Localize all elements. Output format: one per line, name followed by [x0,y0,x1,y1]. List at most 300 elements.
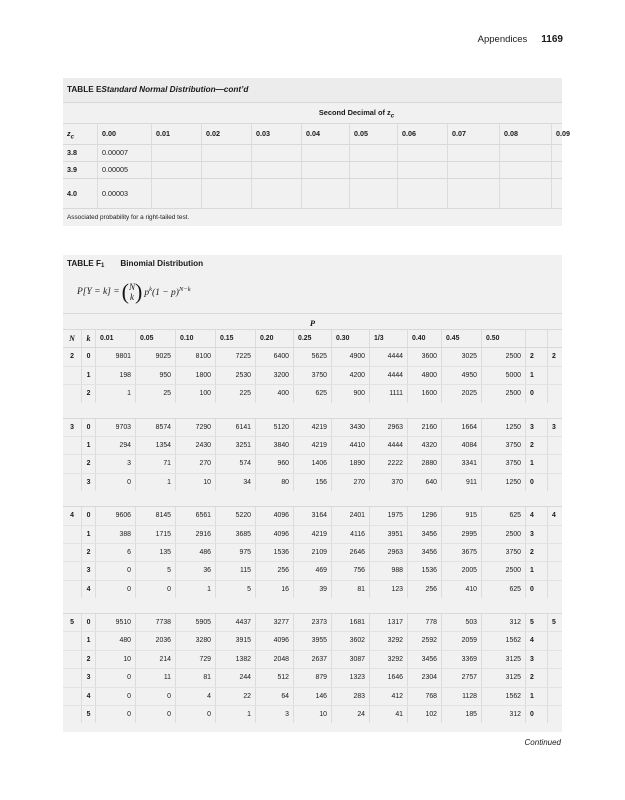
probability-cell: 2500 [481,526,525,543]
probability-cell: 3292 [369,632,407,649]
column-header: 0.05 [349,124,397,147]
n-value [63,706,81,723]
p-column-header: 0.45 [441,330,481,347]
probability-cell: 2430 [175,437,215,454]
table-f1-grid [63,329,562,732]
right-k-value: 1 [525,455,547,472]
table-row [63,687,562,705]
right-n-value [547,632,562,649]
probability-cell: 756 [331,562,369,579]
column-header: 0.08 [499,124,551,147]
table-row [63,161,562,178]
probability-cell: 2059 [441,632,481,649]
probability-cell: 1296 [407,507,441,524]
probability-cell: 3164 [293,507,331,524]
probability-cell: 2757 [441,669,481,686]
table-f1-label: TABLE F [67,259,101,268]
probability-cell: 2530 [215,367,255,384]
table-row [63,561,562,579]
empty-cell [499,162,551,178]
n-value [63,581,81,598]
table-row [63,384,562,402]
probability-cell: 2637 [293,651,331,668]
k-value: 3 [81,669,95,686]
table-row [63,144,562,161]
probability-cell: 3685 [215,526,255,543]
probability-cell: 2916 [175,526,215,543]
n-value: 2 [70,353,74,361]
k-value: 0 [81,419,95,436]
empty-cell [447,179,499,208]
probability-cell: 4950 [441,367,481,384]
empty-cell [349,179,397,208]
probability-cell: 960 [255,455,293,472]
probability-cell: 36 [175,562,215,579]
probability-cell: 3200 [255,367,293,384]
probability-cell: 2880 [407,455,441,472]
n-value [63,669,81,686]
probability-cell: 80 [255,474,293,491]
group-spacer [63,491,562,506]
p-column-header: 0.20 [255,330,293,347]
k-value: 1 [81,526,95,543]
k-value: 4 [81,581,95,598]
probability-cell: 0 [175,706,215,723]
n-group [63,506,562,598]
probability-cell: 2500 [481,348,525,365]
probability-cell: 1646 [369,669,407,686]
section-title: Appendices [477,34,528,45]
right-n-value [547,562,562,579]
probability-cell: 5000 [481,367,525,384]
probability-cell: 256 [407,581,441,598]
table-row [63,580,562,598]
probability-cell: 2109 [293,544,331,561]
probability-cell: 729 [175,651,215,668]
probability-cell: 225 [215,385,255,402]
z-value: 3.9 [67,165,77,174]
probability-cell: 3456 [407,651,441,668]
page-header [478,34,563,45]
probability-cell: 625 [481,507,525,524]
table-row [63,705,562,723]
probability-cell: 1317 [369,614,407,631]
p-column-header: 0.01 [95,330,135,347]
probability-cell: 9703 [95,419,135,436]
probability-cell: 486 [175,544,215,561]
probability-cell: 3125 [481,651,525,668]
probability-cell: 9510 [95,614,135,631]
binomial-coefficient: ( N k ) [121,279,143,304]
probability-cell: 22 [215,688,255,705]
blank-header [547,330,562,347]
n-group [63,347,562,402]
probability-value: 0.00007 [97,145,151,161]
group-spacer [63,403,562,418]
probability-cell: 7225 [215,348,255,365]
probability-cell: 388 [95,526,135,543]
probability-cell: 64 [255,688,293,705]
k-value: 3 [81,474,95,491]
empty-cell [251,179,301,208]
probability-cell: 270 [175,455,215,472]
probability-cell: 24 [331,706,369,723]
probability-cell: 480 [95,632,135,649]
right-k-value: 4 [525,632,547,649]
probability-cell: 256 [255,562,293,579]
n-value [63,562,81,579]
probability-cell: 778 [407,614,441,631]
probability-cell: 1562 [481,632,525,649]
probability-cell: 3955 [293,632,331,649]
k-value: 1 [81,437,95,454]
probability-cell: 8574 [135,419,175,436]
k-value: 1 [81,632,95,649]
probability-cell: 0 [95,669,135,686]
n-value [63,651,81,668]
empty-cell [201,145,251,161]
table-row [63,178,562,208]
probability-cell: 950 [135,367,175,384]
table-e-label: TABLE E [67,85,102,94]
probability-cell: 3750 [481,437,525,454]
p-column-label: P [63,313,562,330]
probability-cell: 3087 [331,651,369,668]
empty-cell [201,179,251,208]
blank-header [525,330,547,347]
n-value [63,544,81,561]
empty-cell [151,145,201,161]
probability-cell: 2646 [331,544,369,561]
probability-cell: 100 [175,385,215,402]
k-value: 5 [81,706,95,723]
probability-cell: 1111 [369,385,407,402]
probability-cell: 1975 [369,507,407,524]
probability-cell: 1323 [331,669,369,686]
table-e-title: Standard Normal Distribution—cont’d [101,85,249,94]
probability-cell: 1681 [331,614,369,631]
probability-cell: 0 [95,581,135,598]
probability-value: 0.00005 [97,162,151,178]
probability-cell: 1406 [293,455,331,472]
probability-cell: 911 [441,474,481,491]
probability-cell: 312 [481,614,525,631]
table-f1-header-row [63,329,562,347]
probability-cell: 2048 [255,651,293,668]
k-value: 2 [81,544,95,561]
column-header: 0.01 [151,124,201,147]
probability-cell: 3280 [175,632,215,649]
p-column-header: 0.30 [331,330,369,347]
probability-cell: 244 [215,669,255,686]
probability-cell: 214 [135,651,175,668]
probability-cell: 2036 [135,632,175,649]
right-k-value: 4 [525,507,547,524]
right-n-value: 5 [547,614,562,631]
probability-cell: 640 [407,474,441,491]
probability-cell: 1536 [255,544,293,561]
table-row [63,631,562,649]
group-spacer [63,723,562,732]
table-e-note: Associated probability for a right-tailed test. [63,208,562,226]
probability-cell: 1 [175,581,215,598]
table-row [63,507,562,524]
probability-cell: 412 [369,688,407,705]
right-n-value [547,581,562,598]
right-n-value [547,526,562,543]
p-column-header: 0.25 [293,330,331,347]
probability-cell: 5905 [175,614,215,631]
p-column-header: 0.50 [481,330,525,347]
probability-cell: 1562 [481,688,525,705]
probability-cell: 988 [369,562,407,579]
probability-cell: 7738 [135,614,175,631]
n-group [63,418,562,492]
probability-cell: 25 [135,385,175,402]
empty-cell [301,179,349,208]
probability-cell: 2963 [369,544,407,561]
probability-cell: 3251 [215,437,255,454]
empty-cell [201,162,251,178]
probability-cell: 2222 [369,455,407,472]
probability-cell: 3025 [441,348,481,365]
probability-cell: 4900 [331,348,369,365]
k-value: 0 [81,614,95,631]
probability-cell: 5625 [293,348,331,365]
probability-cell: 1382 [215,651,255,668]
probability-cell: 6400 [255,348,293,365]
probability-cell: 11 [135,669,175,686]
probability-cell: 5 [215,581,255,598]
table-f1-title: Binomial Distribution [120,259,204,268]
probability-cell: 2005 [441,562,481,579]
probability-cell: 8145 [135,507,175,524]
right-n-value [547,706,562,723]
empty-cell [499,145,551,161]
probability-cell: 4219 [293,419,331,436]
probability-cell: 3125 [481,669,525,686]
probability-cell: 115 [215,562,255,579]
probability-cell: 3292 [369,651,407,668]
probability-cell: 1 [215,706,255,723]
probability-cell: 81 [331,581,369,598]
probability-cell: 625 [293,385,331,402]
empty-cell [447,145,499,161]
probability-cell: 2401 [331,507,369,524]
right-k-value: 0 [525,385,547,402]
n-header: N [69,334,75,343]
probability-cell: 6141 [215,419,255,436]
probability-cell: 3456 [407,526,441,543]
table-e-caption [63,78,562,102]
probability-cell: 283 [331,688,369,705]
table-e-body [63,144,562,208]
table-row [63,436,562,454]
probability-cell: 4096 [255,507,293,524]
probability-cell: 1715 [135,526,175,543]
probability-cell: 0 [95,688,135,705]
probability-cell: 2963 [369,419,407,436]
probability-cell: 574 [215,455,255,472]
table-e [63,78,570,226]
probability-cell: 0 [95,562,135,579]
right-k-value: 1 [525,562,547,579]
right-k-value: 5 [525,614,547,631]
empty-cell [301,145,349,161]
table-row [63,543,562,561]
probability-cell: 5220 [215,507,255,524]
empty-cell [397,179,447,208]
empty-cell [151,179,201,208]
empty-cell [397,162,447,178]
probability-cell: 9801 [95,348,135,365]
n-value: 5 [70,619,74,627]
right-k-value: 1 [525,367,547,384]
right-k-value: 3 [525,651,547,668]
table-row [63,366,562,384]
continued-note: Continued [524,738,561,747]
empty-cell [251,145,301,161]
n-value [63,367,81,384]
right-n-value: 2 [547,348,562,365]
probability-cell: 512 [255,669,293,686]
table-row [63,650,562,668]
probability-cell: 41 [369,706,407,723]
probability-cell: 9025 [135,348,175,365]
right-n-value [547,455,562,472]
probability-cell: 81 [175,669,215,686]
probability-cell: 4200 [331,367,369,384]
column-header: 0.03 [251,124,301,147]
second-decimal-header: Second Decimal of $z_c$ [63,102,562,123]
empty-cell [551,179,562,208]
probability-cell: 10 [293,706,331,723]
probability-cell: 0 [135,581,175,598]
probability-cell: 1250 [481,474,525,491]
zc-header: $z_c$ [67,129,74,141]
table-row [63,473,562,491]
column-header: 0.02 [201,124,251,147]
probability-cell: 5 [135,562,175,579]
probability-cell: 3951 [369,526,407,543]
probability-cell: 3675 [441,544,481,561]
probability-value: 0.00003 [97,179,151,208]
probability-cell: 3750 [481,455,525,472]
probability-cell: 879 [293,669,331,686]
right-k-value: 1 [525,688,547,705]
probability-cell: 10 [95,651,135,668]
probability-cell: 146 [293,688,331,705]
right-k-value: 2 [525,437,547,454]
probability-cell: 503 [441,614,481,631]
probability-cell: 3915 [215,632,255,649]
probability-cell: 4219 [293,437,331,454]
probability-cell: 4116 [331,526,369,543]
probability-cell: 3369 [441,651,481,668]
probability-cell: 4444 [369,367,407,384]
probability-cell: 1600 [407,385,441,402]
table-row [63,454,562,472]
column-header: 0.06 [397,124,447,147]
right-n-value [547,474,562,491]
empty-cell [301,162,349,178]
probability-cell: 0 [95,474,135,491]
p-column-header: 0.10 [175,330,215,347]
probability-cell: 4096 [255,632,293,649]
binomial-formula: P[Y = k] = ( N k ) $p^k(1 - p)^{N-k}$ [77,279,191,304]
empty-cell [499,179,551,208]
n-value [63,688,81,705]
probability-cell: 0 [95,706,135,723]
right-n-value [547,544,562,561]
right-n-value: 4 [547,507,562,524]
probability-cell: 4096 [255,526,293,543]
k-value: 1 [81,367,95,384]
n-value [63,526,81,543]
probability-cell: 2592 [407,632,441,649]
probability-cell: 915 [441,507,481,524]
table-f1 [63,255,562,732]
probability-cell: 1354 [135,437,175,454]
right-n-value [547,688,562,705]
right-k-value: 2 [525,544,547,561]
probability-cell: 1250 [481,419,525,436]
probability-cell: 2373 [293,614,331,631]
probability-cell: 123 [369,581,407,598]
p-column-header: 0.05 [135,330,175,347]
k-value: 2 [81,455,95,472]
k-value: 0 [81,348,95,365]
probability-cell: 1664 [441,419,481,436]
n-value [63,455,81,472]
probability-cell: 3750 [293,367,331,384]
column-header: 0.07 [447,124,499,147]
probability-cell: 1536 [407,562,441,579]
probability-cell: 0 [135,688,175,705]
probability-cell: 625 [481,581,525,598]
probability-cell: 135 [135,544,175,561]
probability-cell: 4444 [369,437,407,454]
probability-cell: 8100 [175,348,215,365]
n-value [63,437,81,454]
table-row [63,348,562,365]
probability-cell: 1800 [175,367,215,384]
right-n-value [547,367,562,384]
probability-cell: 3341 [441,455,481,472]
k-value: 2 [81,385,95,402]
probability-cell: 2160 [407,419,441,436]
right-k-value: 0 [525,474,547,491]
p-column-header: 0.15 [215,330,255,347]
empty-cell [349,145,397,161]
empty-cell [551,145,562,161]
probability-cell: 3602 [331,632,369,649]
probability-cell: 2500 [481,562,525,579]
z-value: 3.8 [67,148,77,157]
probability-cell: 3 [95,455,135,472]
right-k-value: 0 [525,706,547,723]
probability-cell: 1 [135,474,175,491]
probability-cell: 270 [331,474,369,491]
probability-cell: 39 [293,581,331,598]
z-value: 4.0 [67,189,77,198]
n-group [63,613,562,723]
p-column-header: 1/3 [369,330,407,347]
probability-cell: 3 [255,706,293,723]
probability-cell: 34 [215,474,255,491]
probability-cell: 4444 [369,348,407,365]
probability-cell: 4410 [331,437,369,454]
